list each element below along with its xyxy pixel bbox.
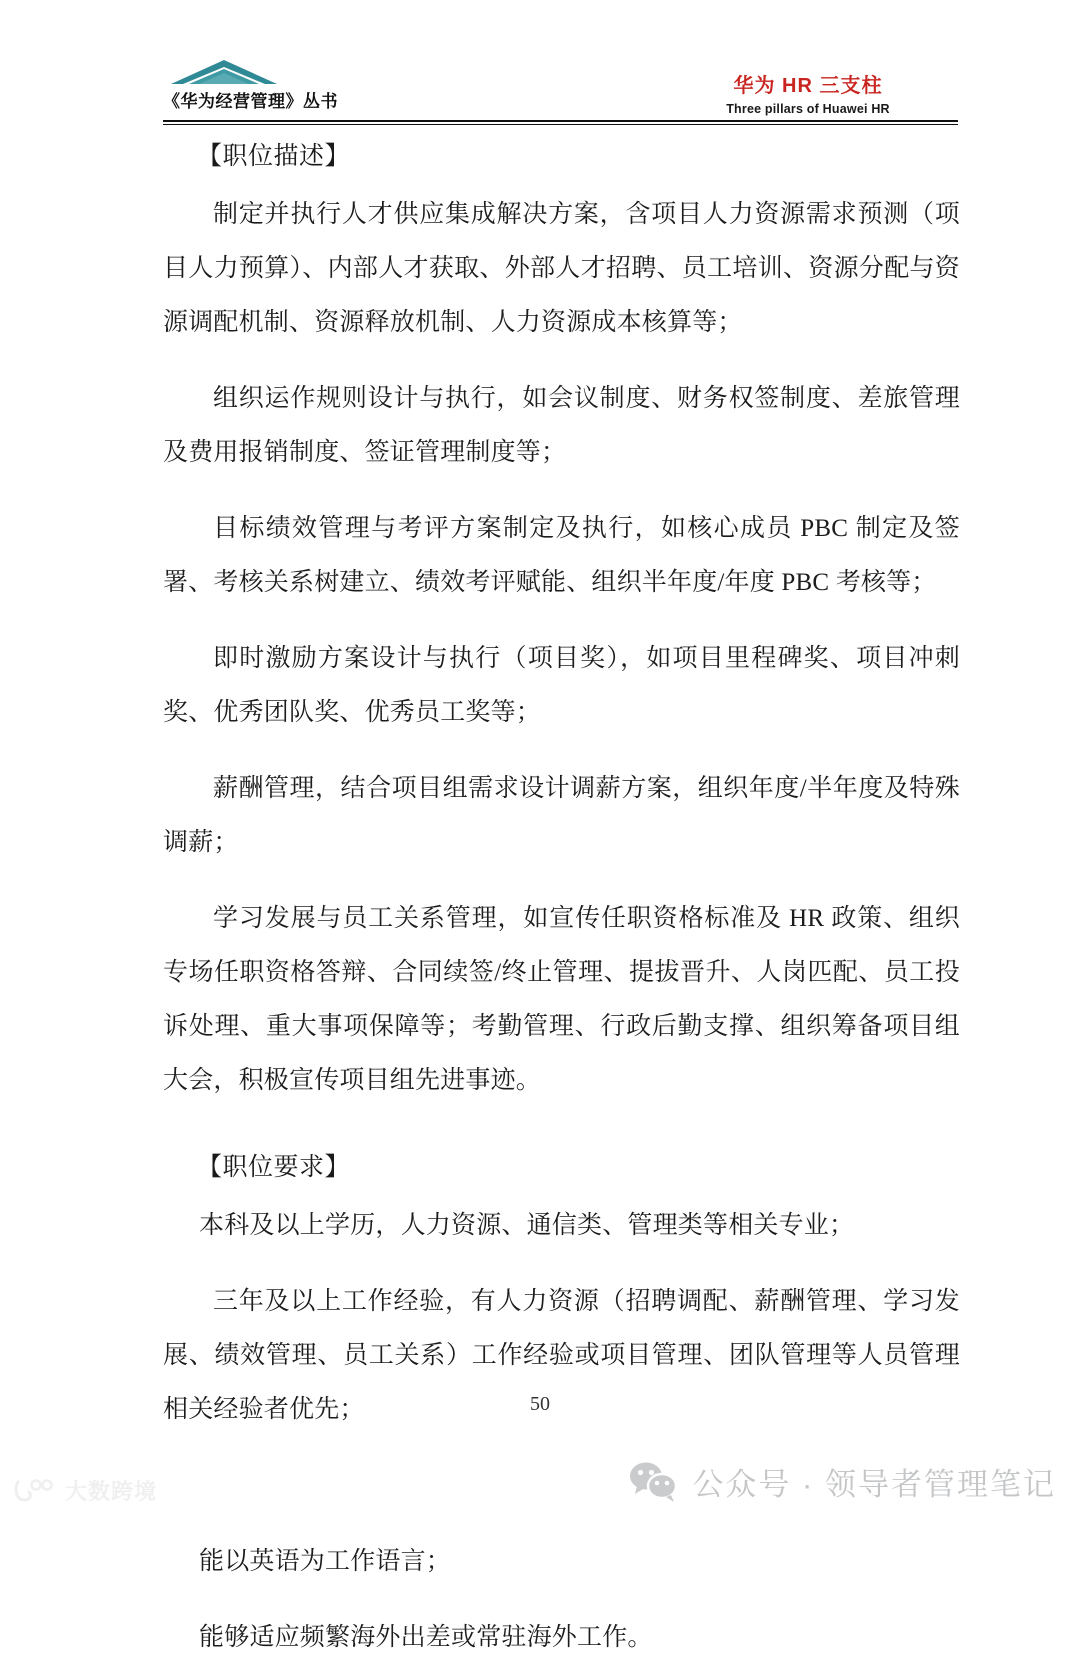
- section-heading-job-description: 【职位描述】: [197, 143, 351, 170]
- brand-watermark-label: 大数跨境: [65, 1479, 158, 1504]
- paragraph: 即时激励方案设计与执行（项目奖），如项目里程碑奖、项目冲刺奖、优秀团队奖、优秀员工奖等；: [163, 645, 960, 726]
- paragraph: 学习发展与员工关系管理，如宣传任职资格标准及 HR 政策、组织专场任职资格答辩、合同续签/终止管理、提拔晋升、人岗匹配、员工投诉处理、重大事项保障等；考勤管理、行政后勤支撑、组织筹备项目组大会，积极宣传项目组先进事迹。: [163, 905, 960, 1094]
- header-divider: [163, 120, 958, 125]
- spacer: [163, 1253, 960, 1275]
- paragraph: 目标绩效管理与考评方案制定及执行，如核心成员 PBC 制定及签署、考核关系树建立、绩效考评赋能、组织半年度/年度 PBC 考核等；: [163, 515, 960, 596]
- paragraph: 制定并执行人才供应集成解决方案，含项目人力资源需求预测（项目人力预算）、内部人才获取、外部人才招聘、员工培训、资源分配与资源调配机制、资源释放机制、人力资源成本核算等；: [163, 201, 960, 336]
- spacer: [163, 350, 960, 372]
- spacer: [163, 1589, 960, 1611]
- page-number: 50: [530, 1393, 550, 1415]
- wechat-watermark-label: 公众号 · 领导者管理笔记: [692, 1467, 1056, 1502]
- paragraph: 本科及以上学历，人力资源、通信类、管理类等相关专业；: [199, 1212, 855, 1239]
- paragraph: 能以英语为工作语言；: [199, 1548, 452, 1575]
- spacer: [163, 740, 960, 762]
- spacer: [163, 870, 960, 892]
- section-heading-job-requirements: 【职位要求】: [197, 1154, 351, 1181]
- spacer: [163, 175, 960, 188]
- header-divider-thick: [163, 120, 958, 122]
- brand-title-en: Three pillars of Huawei HR: [726, 102, 890, 116]
- mountain-logo-icon: [169, 58, 279, 86]
- series-title: 《华为经营管理》丛书: [163, 92, 338, 111]
- paragraph: 三年及以上工作经验，有人力资源（招聘调配、薪酬管理、学习发展、绩效管理、员工关系）工作经验或项目管理、团队管理等人员管理相关经验者优先；: [163, 1288, 960, 1423]
- paragraph: 薪酬管理，结合项目组需求设计调薪方案，组织年度/半年度及特殊调薪；: [163, 775, 960, 856]
- document-body: [163, 131, 960, 1665]
- wechat-icon: [628, 1460, 680, 1504]
- brand-title-cn: 华为 HR 三支柱: [733, 75, 883, 97]
- spacer: [163, 1108, 960, 1142]
- dashu-logo-icon: [14, 1478, 58, 1504]
- footer-watermark-bar: [0, 1441, 1080, 1527]
- header-left-block: [163, 58, 543, 112]
- spacer: [163, 480, 960, 502]
- brand-watermark: [14, 1475, 157, 1506]
- spacer: [163, 610, 960, 632]
- spacer: [163, 1186, 960, 1199]
- wechat-watermark: [628, 1459, 1056, 1504]
- header-right-block: [658, 74, 958, 117]
- header-divider-thin: [163, 124, 958, 125]
- paragraph: 能够适应频繁海外出差或常驻海外工作。: [199, 1624, 653, 1651]
- paragraph: 组织运作规则设计与执行，如会议制度、财务权签制度、差旅管理及费用报销制度、签证管理制度等；: [163, 385, 960, 466]
- page-header: [163, 58, 958, 120]
